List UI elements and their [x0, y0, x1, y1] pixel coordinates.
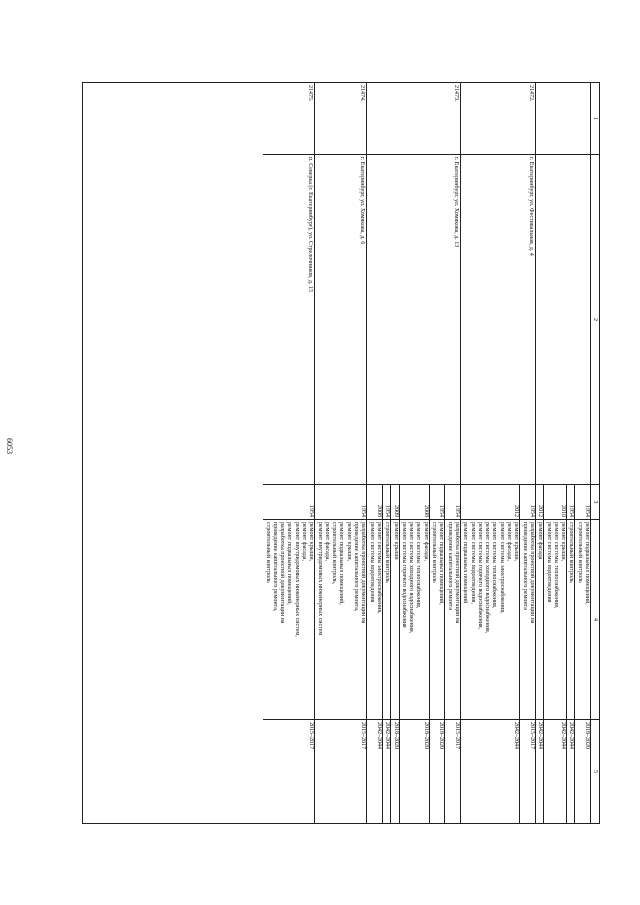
work-item: ремонт подвальных помещений, [286, 522, 293, 605]
repair-period: 2018–2020 [392, 722, 399, 749]
header-col-1: 1 [591, 83, 599, 155]
build-year: 2012 [461, 485, 519, 520]
work-types [575, 520, 590, 720]
build-year: 1954 [445, 485, 460, 520]
work-item: разработка проектной документации на [279, 522, 286, 624]
work-item: проведение капитального ремонта [446, 522, 453, 610]
build-year: 2008 [400, 485, 429, 520]
table-row [460, 83, 535, 823]
work-item: проведение капитального ремонта, [353, 522, 360, 612]
repair-period: 2042–2044 [384, 722, 391, 749]
work-row [263, 485, 314, 823]
table-row [314, 83, 366, 823]
work-row [519, 485, 535, 823]
work-rows [367, 485, 460, 823]
work-item: ремонт внутридомовых инженерных систем [316, 522, 323, 636]
work-item: ремонт системы горячего водоснабжения, [476, 522, 483, 630]
repair-period: 2015–2017 [528, 722, 535, 749]
work-item: строительный контроль [431, 522, 438, 583]
work-item: ремонт крыши, [345, 522, 352, 562]
work-types [400, 520, 429, 720]
work-types [445, 520, 460, 720]
build-year: 2009 [391, 485, 398, 520]
work-item: ремонт крыши, [513, 522, 520, 562]
repair-period: 2015–2017 [360, 722, 367, 749]
entry-address: г. Екатеринбург, ул. Хомякова, д. 13 [367, 155, 460, 485]
work-item: ремонт крыши, [308, 522, 315, 562]
table-body [263, 83, 590, 823]
work-row [429, 485, 445, 823]
work-rows [315, 485, 366, 823]
work-rows [263, 485, 314, 823]
work-item: ремонт подвальных помещений, [584, 522, 590, 605]
work-types [544, 520, 566, 720]
work-types [567, 520, 574, 720]
work-types [536, 520, 543, 720]
work-item: строительный контроль, [331, 522, 338, 585]
work-item: ремонт системы водоотведения [545, 522, 552, 603]
work-item: разработка проектной документации на [360, 522, 367, 624]
work-rows [461, 485, 535, 823]
repair-period: 2042–2044 [568, 722, 575, 749]
build-year: 1954 [430, 485, 445, 520]
repair-period: 2042–2044 [513, 722, 520, 749]
repair-period: 2042–2044 [560, 722, 567, 749]
work-row [444, 485, 460, 823]
work-item: проведение капитального ремонта, [271, 522, 278, 612]
entry-address: п. Северка (г. Екатеринбург), ул. Стрелочников, д. 15 [263, 155, 314, 485]
work-item: ремонт подвальных помещений [462, 522, 469, 604]
work-item: ремонт системы горячего водоснабжения [400, 522, 407, 628]
work-row [566, 485, 574, 823]
entry-number: 21474. [315, 83, 366, 155]
build-year: 1954 [567, 485, 574, 520]
work-item: ремонт фасада, [422, 522, 429, 561]
work-item: ремонт системы холодного водоснабжения, [408, 522, 415, 634]
entry-number: 21472. [461, 83, 535, 155]
work-item: ремонт системы водоотведения, [469, 522, 476, 604]
work-item: ремонт системы электроснабжения, [375, 522, 382, 614]
build-year: 1954 [520, 485, 535, 520]
header-col-4: 4 [591, 520, 599, 720]
work-item: ремонт системы теплоснабжения, [415, 522, 422, 609]
build-year: 2008 [367, 485, 382, 520]
work-item: ремонт подвальных помещений, [438, 522, 445, 605]
repair-period: 2018–2020 [584, 722, 590, 749]
work-item: строительный контроль [568, 522, 575, 583]
work-item: строительный контроль [264, 522, 271, 583]
work-types [391, 520, 398, 720]
work-row [315, 485, 366, 823]
table-wrapper [82, 82, 600, 824]
repair-period: 2042–2044 [375, 722, 382, 749]
table-row [263, 83, 314, 823]
work-types [367, 520, 382, 720]
entry-number: 21475. [263, 83, 314, 155]
entry-address [536, 155, 590, 485]
work-item: разработка проектной документации на [453, 522, 460, 624]
work-row [382, 485, 390, 823]
work-item: ремонт системы водоотведения [368, 522, 375, 603]
repair-period: 2018–2020 [438, 722, 445, 749]
work-item: ремонт системы холодного водоснабжения, [484, 522, 491, 634]
work-types [430, 520, 445, 720]
repair-period: 2042–2044 [537, 722, 544, 749]
work-types [315, 520, 366, 720]
work-row [399, 485, 429, 823]
table-row [535, 83, 590, 823]
entry-number [536, 83, 590, 155]
work-row [390, 485, 398, 823]
work-item: ремонт фасада, [301, 522, 308, 561]
work-item: проведение капитального ремонта [521, 522, 528, 610]
header-col-3: 3 [591, 485, 599, 520]
work-types [520, 520, 535, 720]
work-item: строительный контроль [384, 522, 391, 583]
repair-period: 2015–2017 [308, 722, 315, 749]
page-number: 6053 [5, 438, 14, 454]
work-row [461, 485, 519, 823]
work-row [367, 485, 382, 823]
work-item: ремонт фасада [537, 522, 544, 560]
work-types [461, 520, 519, 720]
build-year: 1954 [263, 485, 314, 520]
work-item: ремонт фасада, [323, 522, 330, 561]
work-item: ремонт внутридомовых инженерных систем, [293, 522, 300, 637]
table-header [590, 83, 599, 823]
repair-period: 2018–2020 [422, 722, 429, 749]
build-year: 2010 [544, 485, 566, 520]
work-item: ремонт крыши, [560, 522, 567, 562]
work-row [543, 485, 566, 823]
work-row [574, 485, 590, 823]
work-item: ремонт системы теплоснабжения, [491, 522, 498, 609]
work-types [383, 520, 390, 720]
table-row [366, 83, 460, 823]
work-item: строительный контроль [576, 522, 583, 583]
entry-number: 21473. [367, 83, 460, 155]
work-item: ремонт фасада, [506, 522, 513, 561]
header-col-5: 5 [592, 770, 598, 773]
work-row [536, 485, 543, 823]
work-item: ремонт системы теплоснабжения, [552, 522, 559, 609]
build-year: 1954 [315, 485, 366, 520]
entry-address: г. Екатеринбург, ул. Фестивальная, д. 4 [461, 155, 535, 485]
header-col-2: 2 [591, 155, 599, 485]
work-item: ремонт подвальных помещений, [338, 522, 345, 605]
repair-period: 2015–2017 [453, 722, 460, 749]
work-rows [536, 485, 590, 823]
repair-schedule-table [82, 82, 600, 824]
entry-address: г. Екатеринбург, ул. Хомякова, д. 6 [315, 155, 366, 485]
build-year: 1954 [575, 485, 590, 520]
work-item: ремонт крыши [392, 522, 399, 560]
build-year: 1954 [383, 485, 390, 520]
work-types [263, 520, 314, 720]
work-item: разработка проектной документации на [528, 522, 535, 624]
build-year: 2012 [536, 485, 543, 520]
work-item: ремонт системы электроснабжения, [498, 522, 505, 614]
